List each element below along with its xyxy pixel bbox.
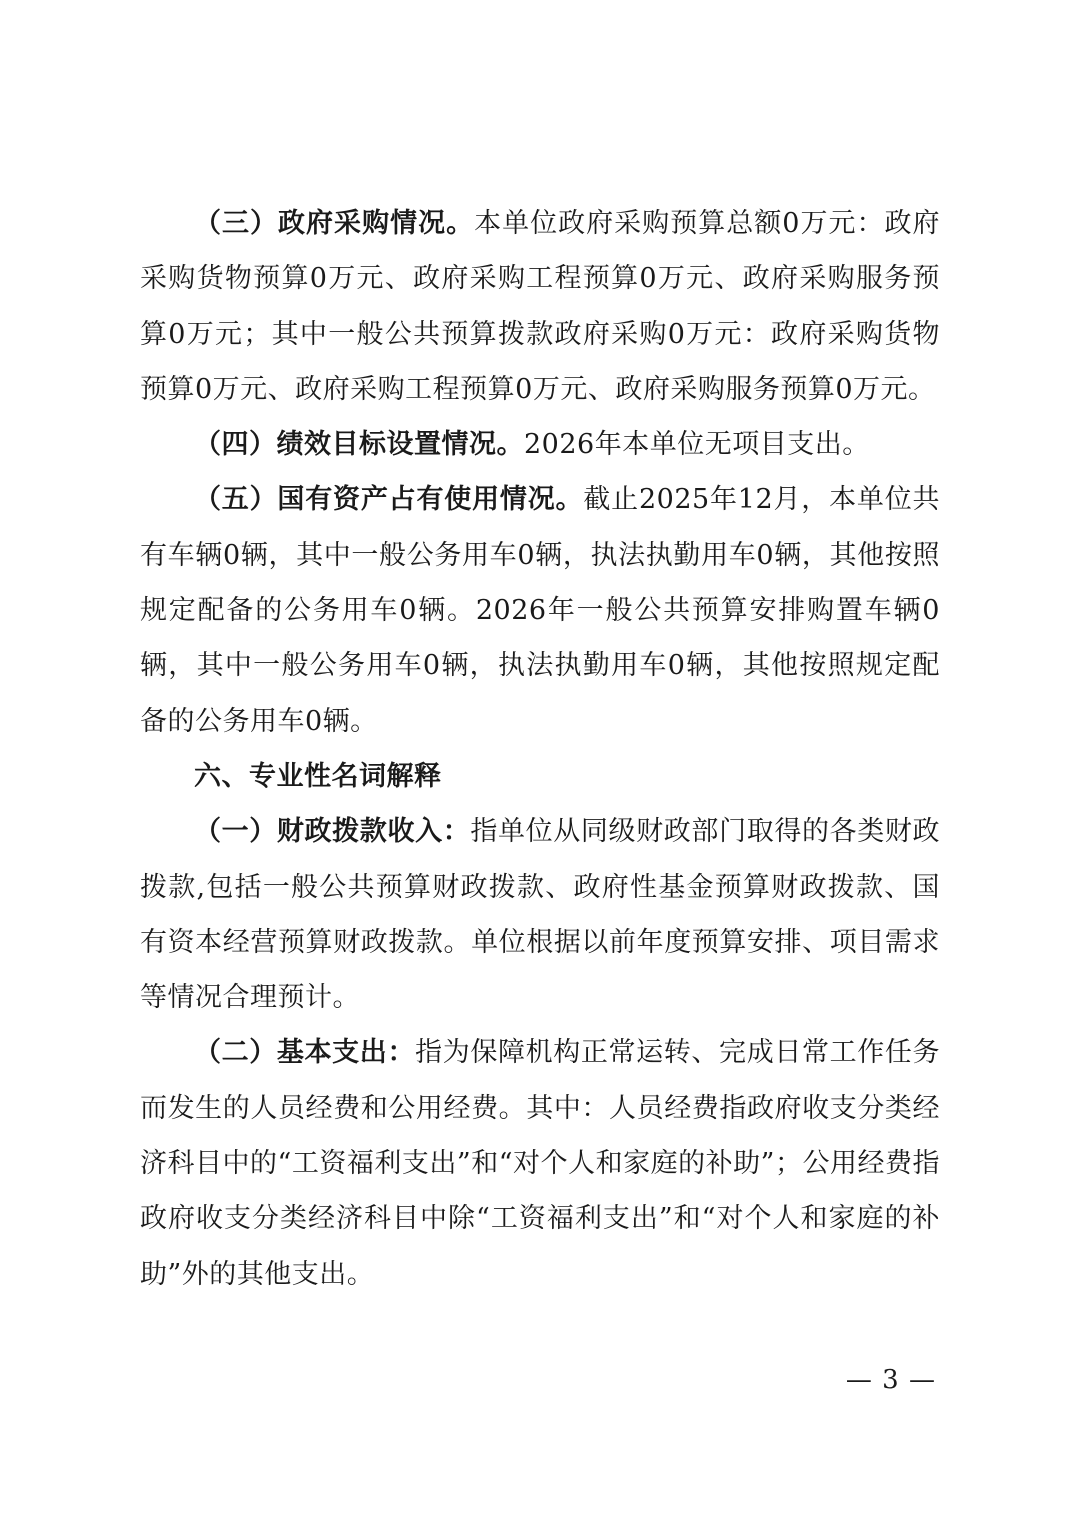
paragraph-lead: （五）国有资产占有使用情况。 <box>194 484 584 516</box>
section-heading: 六、专业性名词解释 <box>194 760 442 792</box>
paragraph-fiscal-appropriation-income <box>140 804 940 1025</box>
paragraph-basic-expenditure <box>140 1025 940 1301</box>
paragraph-text: 指为保障机构正常运转、完成日常工作任务而发生的人员经费和公用经费。其中：人员经费指政府收支分类经济科目中的“工资福利支出”和“对个人和家庭的补助”；公用经费指政府收支分类经济科目中除“工资福利支出”和“对个人和家庭的补助”外的其他支出。 <box>140 1037 941 1290</box>
document-body <box>140 196 940 1302</box>
paragraph-lead: （四）绩效目标设置情况。 <box>194 429 524 461</box>
paragraph-text: 截止2025年12月，本单位共有车辆0辆，其中一般公务用车0辆，执法执勤用车0辆，其他按照规定配备的公务用车0辆。2026年一般公共预算安排购置车辆0辆，其中一般公务用车0辆，执法执勤用车0辆，其他按照规定配备的公务用车0辆。 <box>140 484 941 737</box>
paragraph-state-assets <box>140 472 940 748</box>
paragraph-text: 指单位从同级财政部门取得的各类财政拨款,包括一般公共预算财政拨款、政府性基金预算财政拨款、国有资本经营预算财政拨款。单位根据以前年度预算安排、项目需求等情况合理预计。 <box>140 816 941 1014</box>
paragraph-text: 2026年本单位无项目支出。 <box>524 429 870 461</box>
paragraph-performance-goals <box>140 417 940 472</box>
paragraph-lead: （一）财政拨款收入： <box>194 816 471 848</box>
page-number: — 3 — <box>845 1365 936 1395</box>
paragraph-lead: （三）政府采购情况。 <box>194 208 475 239</box>
paragraph-lead: （二）基本支出： <box>194 1037 416 1069</box>
paragraph-text: 本单位政府采购预算总额0万元：政府采购货物预算0万元、政府采购工程预算0万元、政府采购服务预算0万元；其中一般公共预算拨款政府采购0万元：政府采购货物预算0万元、政府采购工程预算0万元、政府采购服务预算0万元。 <box>140 208 940 405</box>
paragraph-government-procurement <box>140 196 940 417</box>
